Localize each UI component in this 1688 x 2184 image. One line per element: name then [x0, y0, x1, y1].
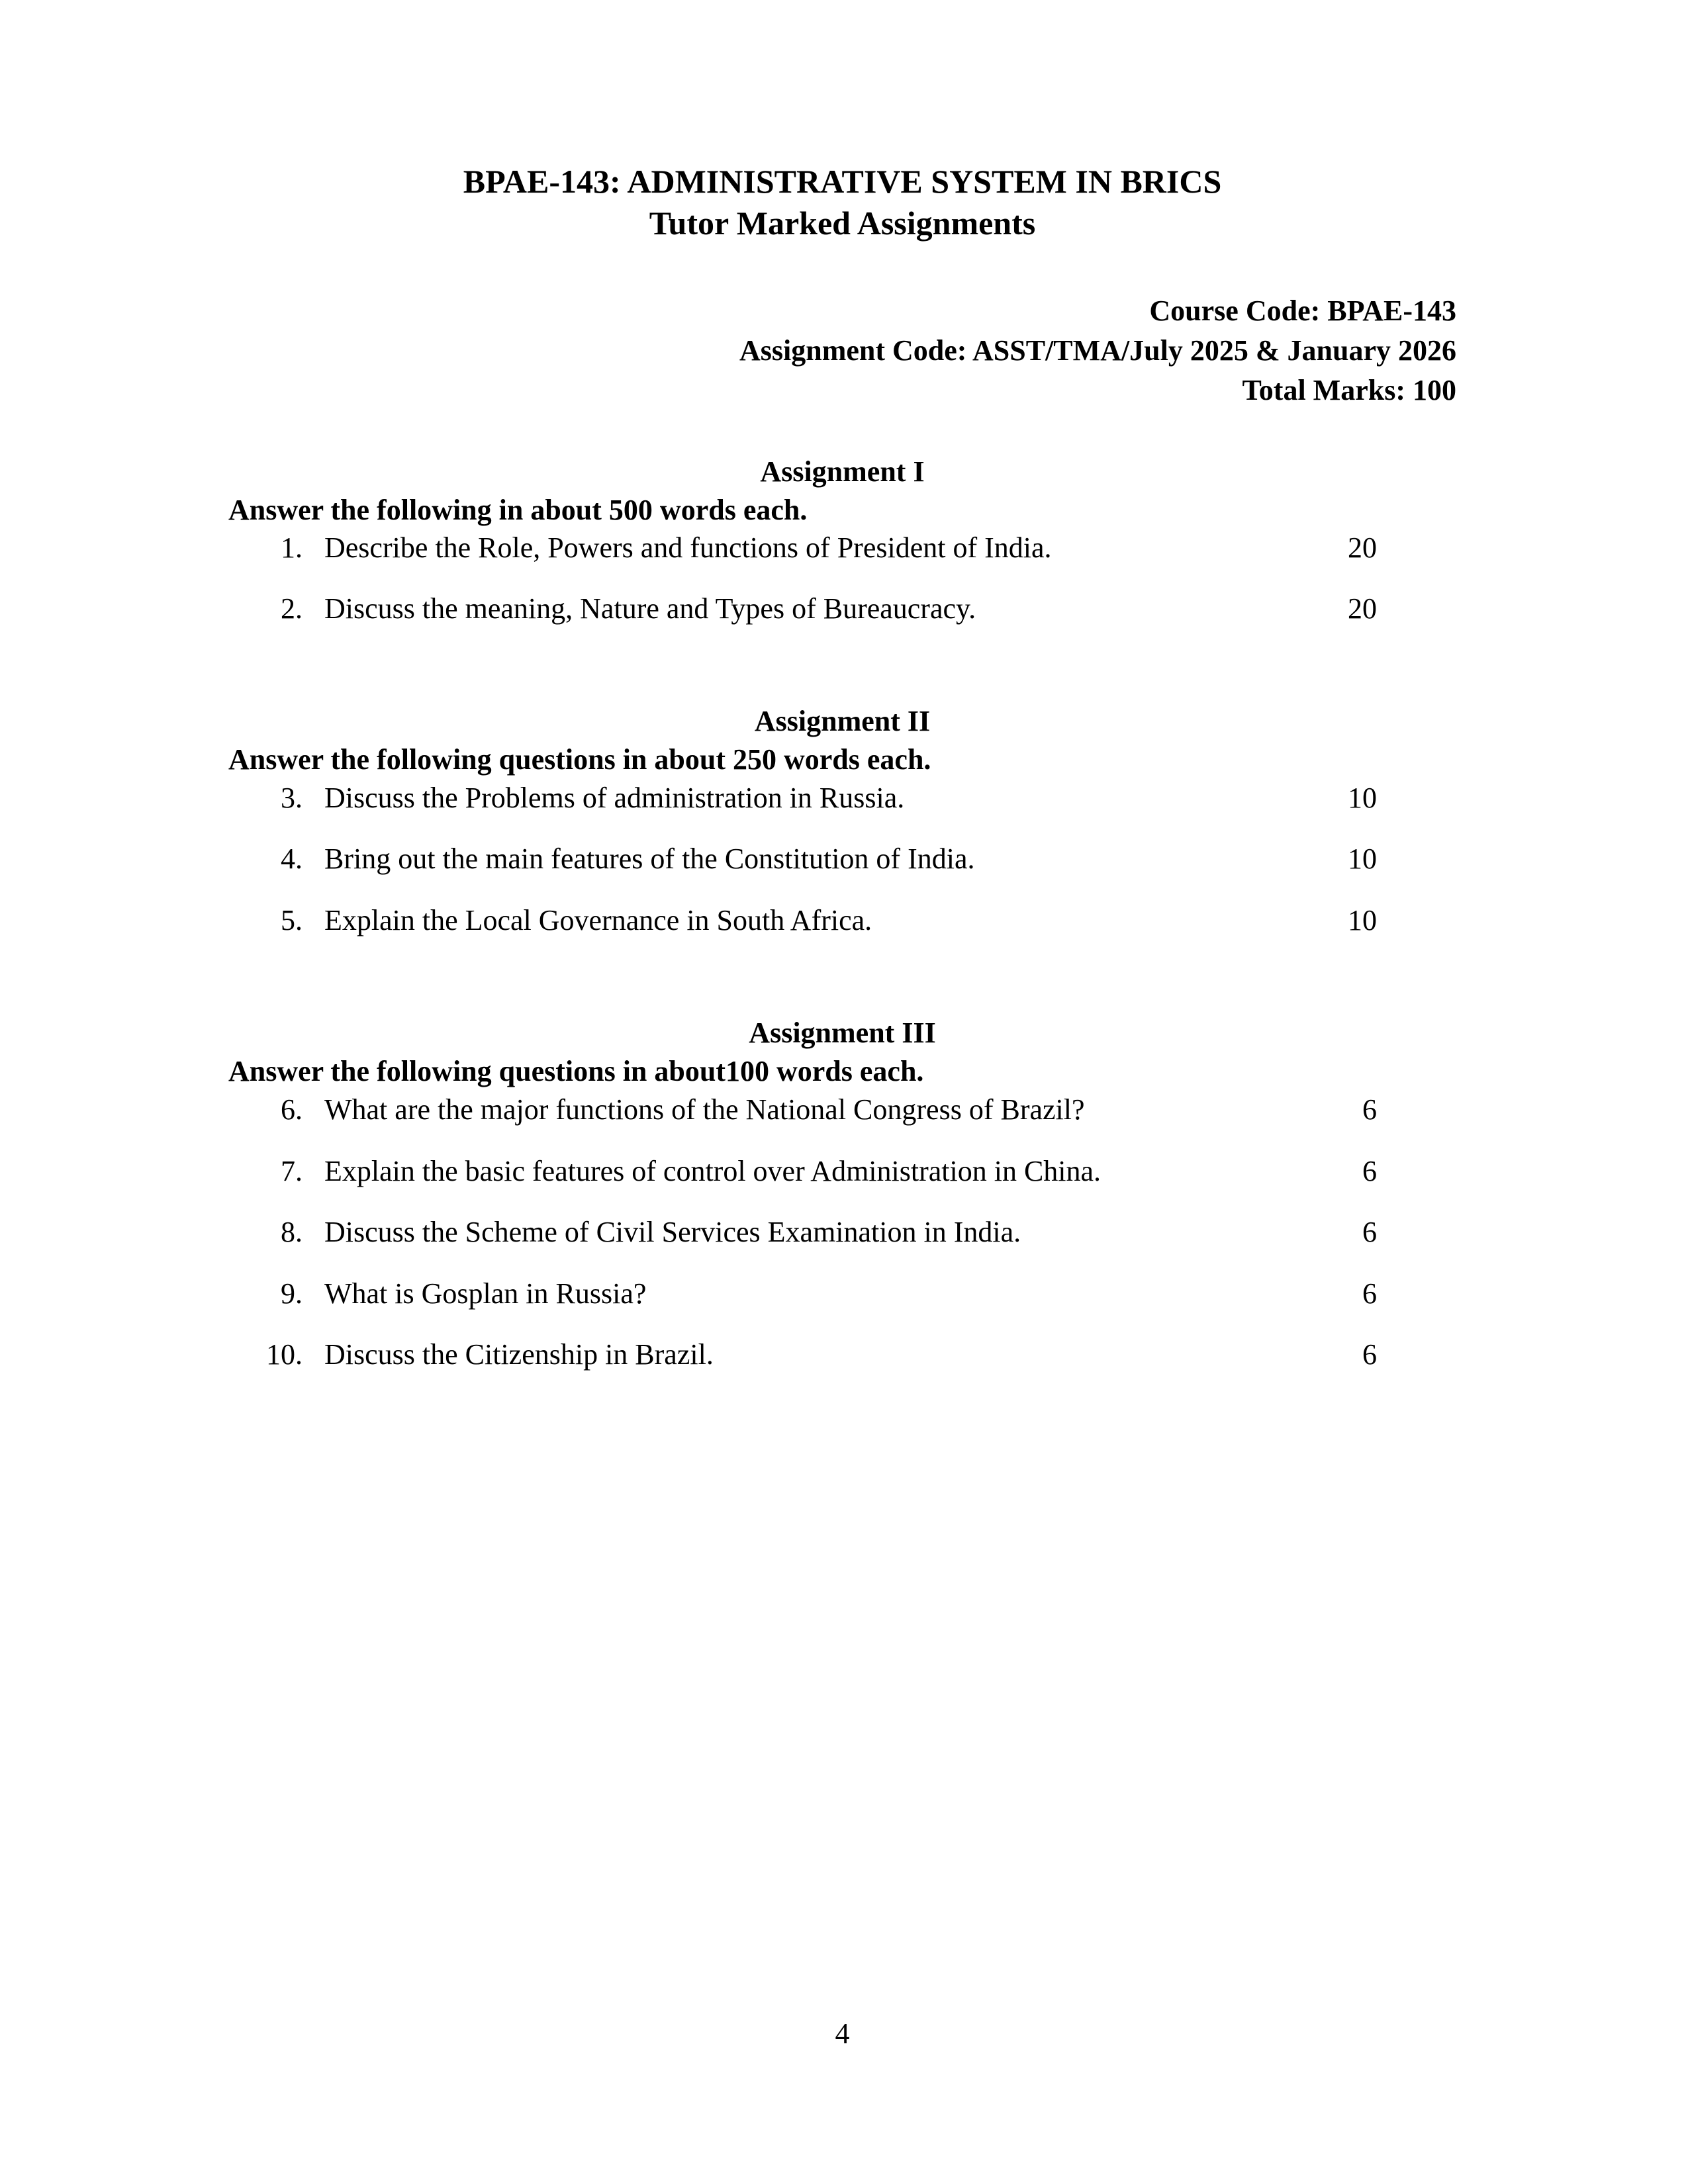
question-number: 2. — [281, 592, 303, 625]
question-row-5 — [228, 902, 1377, 939]
question-text: Discuss the Scheme of Civil Services Examination in India. — [324, 1216, 1021, 1248]
question-row-1 — [228, 529, 1377, 567]
total-marks-line: Total Marks: 100 — [1242, 374, 1456, 406]
question-marks: 10 — [1348, 842, 1377, 875]
question-text: Discuss the meaning, Nature and Types of Bureaucracy. — [324, 592, 976, 625]
question-text: Discuss the Problems of administration in Russia. — [324, 782, 905, 814]
question-number: 7. — [281, 1155, 303, 1187]
question-text: Discuss the Citizenship in Brazil. — [324, 1338, 714, 1371]
question-number: 1. — [281, 531, 303, 564]
question-number: 8. — [281, 1216, 303, 1248]
question-text: Describe the Role, Powers and functions of President of India. — [324, 531, 1052, 564]
question-text: What is Gosplan in Russia? — [324, 1277, 647, 1310]
question-text: Explain the basic features of control over Administration in China. — [324, 1155, 1102, 1187]
assignment-code-line: Assignment Code: ASST/TMA/July 2025 & January 2026 — [739, 334, 1456, 367]
question-row-3 — [228, 780, 1377, 817]
question-marks: 10 — [1348, 904, 1377, 936]
question-number: 5. — [281, 904, 303, 936]
question-number: 9. — [281, 1277, 303, 1310]
question-marks: 6 — [1362, 1155, 1377, 1187]
question-text: Bring out the main features of the Constitution of India. — [324, 842, 975, 875]
section-heading-assignment-3: Assignment III — [749, 1017, 936, 1049]
document-title: BPAE-143: ADMINISTRATIVE SYSTEM IN BRICS — [463, 163, 1222, 200]
question-marks: 20 — [1348, 592, 1377, 625]
section-heading-assignment-1: Assignment I — [760, 455, 925, 488]
section-heading-assignment-2: Assignment II — [754, 705, 931, 737]
question-marks: 6 — [1362, 1277, 1377, 1310]
question-marks: 6 — [1362, 1338, 1377, 1371]
question-row-6 — [228, 1091, 1377, 1128]
document-subtitle: Tutor Marked Assignments — [649, 205, 1036, 242]
question-number: 6. — [281, 1093, 303, 1126]
course-code-line: Course Code: BPAE-143 — [1149, 295, 1456, 327]
question-text: Explain the Local Governance in South Africa. — [324, 904, 872, 936]
question-marks: 10 — [1348, 782, 1377, 814]
question-row-10 — [228, 1336, 1377, 1373]
question-marks: 20 — [1348, 531, 1377, 564]
section-instruction-assignment-2: Answer the following questions in about 250 words each. — [228, 743, 931, 776]
question-row-9 — [228, 1275, 1377, 1312]
question-row-2 — [228, 590, 1377, 627]
question-marks: 6 — [1362, 1093, 1377, 1126]
section-instruction-assignment-1: Answer the following in about 500 words each. — [228, 494, 808, 526]
question-row-7 — [228, 1153, 1377, 1190]
page-number: 4 — [835, 2017, 850, 2050]
question-number: 10. — [266, 1338, 303, 1371]
section-instruction-assignment-3: Answer the following questions in about100 words each. — [228, 1055, 924, 1087]
question-row-8 — [228, 1214, 1377, 1251]
question-number: 4. — [281, 842, 303, 875]
question-number: 3. — [281, 782, 303, 814]
question-text: What are the major functions of the National Congress of Brazil? — [324, 1093, 1085, 1126]
question-row-4 — [228, 841, 1377, 878]
question-marks: 6 — [1362, 1216, 1377, 1248]
